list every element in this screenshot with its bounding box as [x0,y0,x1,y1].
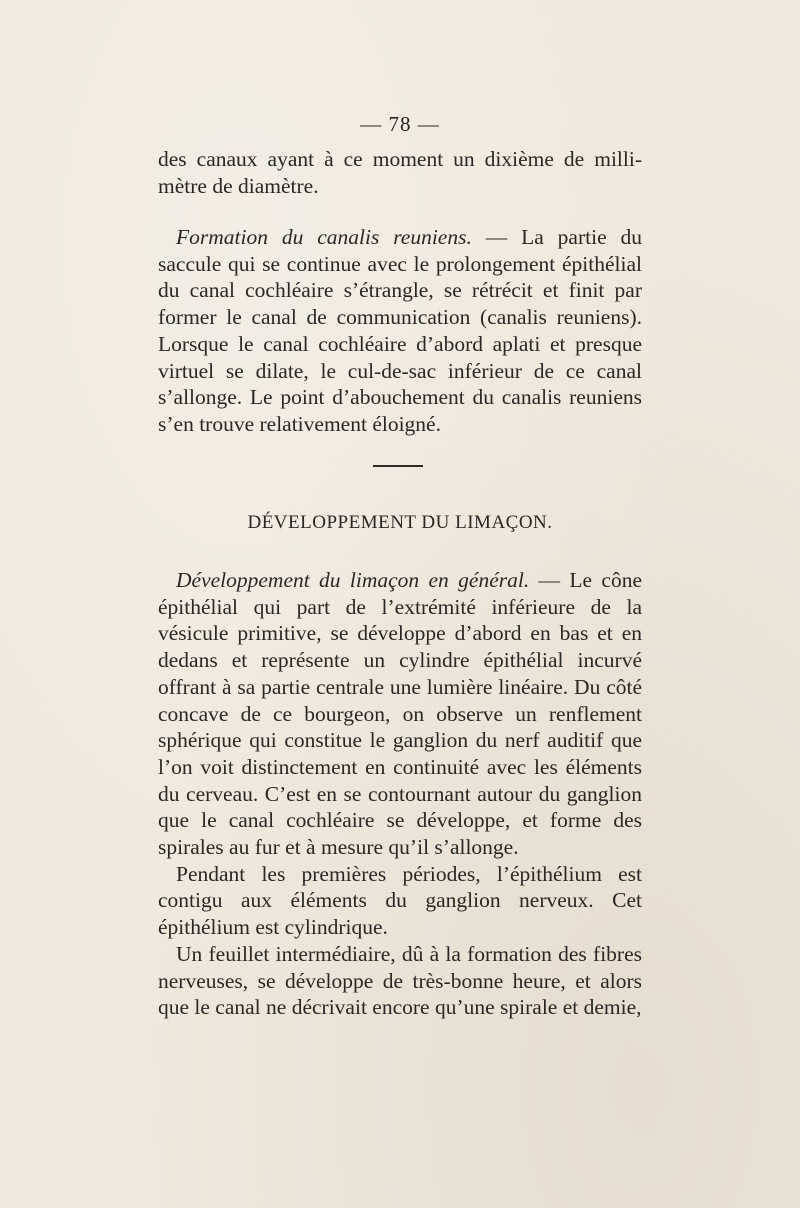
run-in-heading-formation: Formation du canalis reuniens. [176,225,472,249]
paragraph-epithelium: Pendant les premières périodes, l’épithélium est contigu aux éléments du ganglion nerveux. Cet épithélium est cylindrique. [158,861,642,940]
section-heading: DÉVELOPPEMENT DU LIMAÇON. [247,512,553,533]
paragraph-formation-body: — La partie du saccule qui se continue avec le prolongement épithélial du canal cochléaire s’étrangle, se rétrécit et finit par former le canal de communication (canalis reuniens). Lorsque le canal cochléaire d’abord aplati et presque virtuel se dilate, le cul-de-sac inférieur de ce canal s’allonge. Le point d’abouchement du canalis reuniens s’en trouve relativement éloigné. [158,225,643,436]
text-block-limacon [158,567,642,1021]
text-block-top [158,146,642,199]
paragraph-continuation: des canaux ayant à ce moment un dixième de milli-mètre de diamètre. [158,147,642,198]
section-divider-rule [373,465,423,467]
page-number: — 78 — [360,112,440,136]
paragraph-formation [158,224,642,438]
paragraph-limacon-general [158,567,642,861]
text-block-formation [158,224,642,438]
paragraph-feuillet: Un feuillet intermédiaire, dû à la formation des fibres nerveuses, se développe de très-bonne heure, et alors que le canal ne décrivait encore qu’une spirale et demie, [158,941,642,1020]
run-in-heading-limacon: Développement du limaçon en général. [176,568,530,592]
paragraph-limacon-body: — Le cône épithélial qui part de l’extrémité inférieure de la vésicule primitive, se développe d’abord en bas et en dedans et représente un cylindre épithélial incurvé offrant à sa partie centrale une lumière linéaire. Du côté concave de ce bourgeon, on observe un renflement sphérique qui constitue le ganglion du nerf auditif que l’on voit distinctement en continuité avec les éléments du cerveau. C’est en se contournant autour du ganglion que le canal cochléaire se développe, et forme des spirales au fur et à mesure qu’il s’allonge. [158,568,642,860]
